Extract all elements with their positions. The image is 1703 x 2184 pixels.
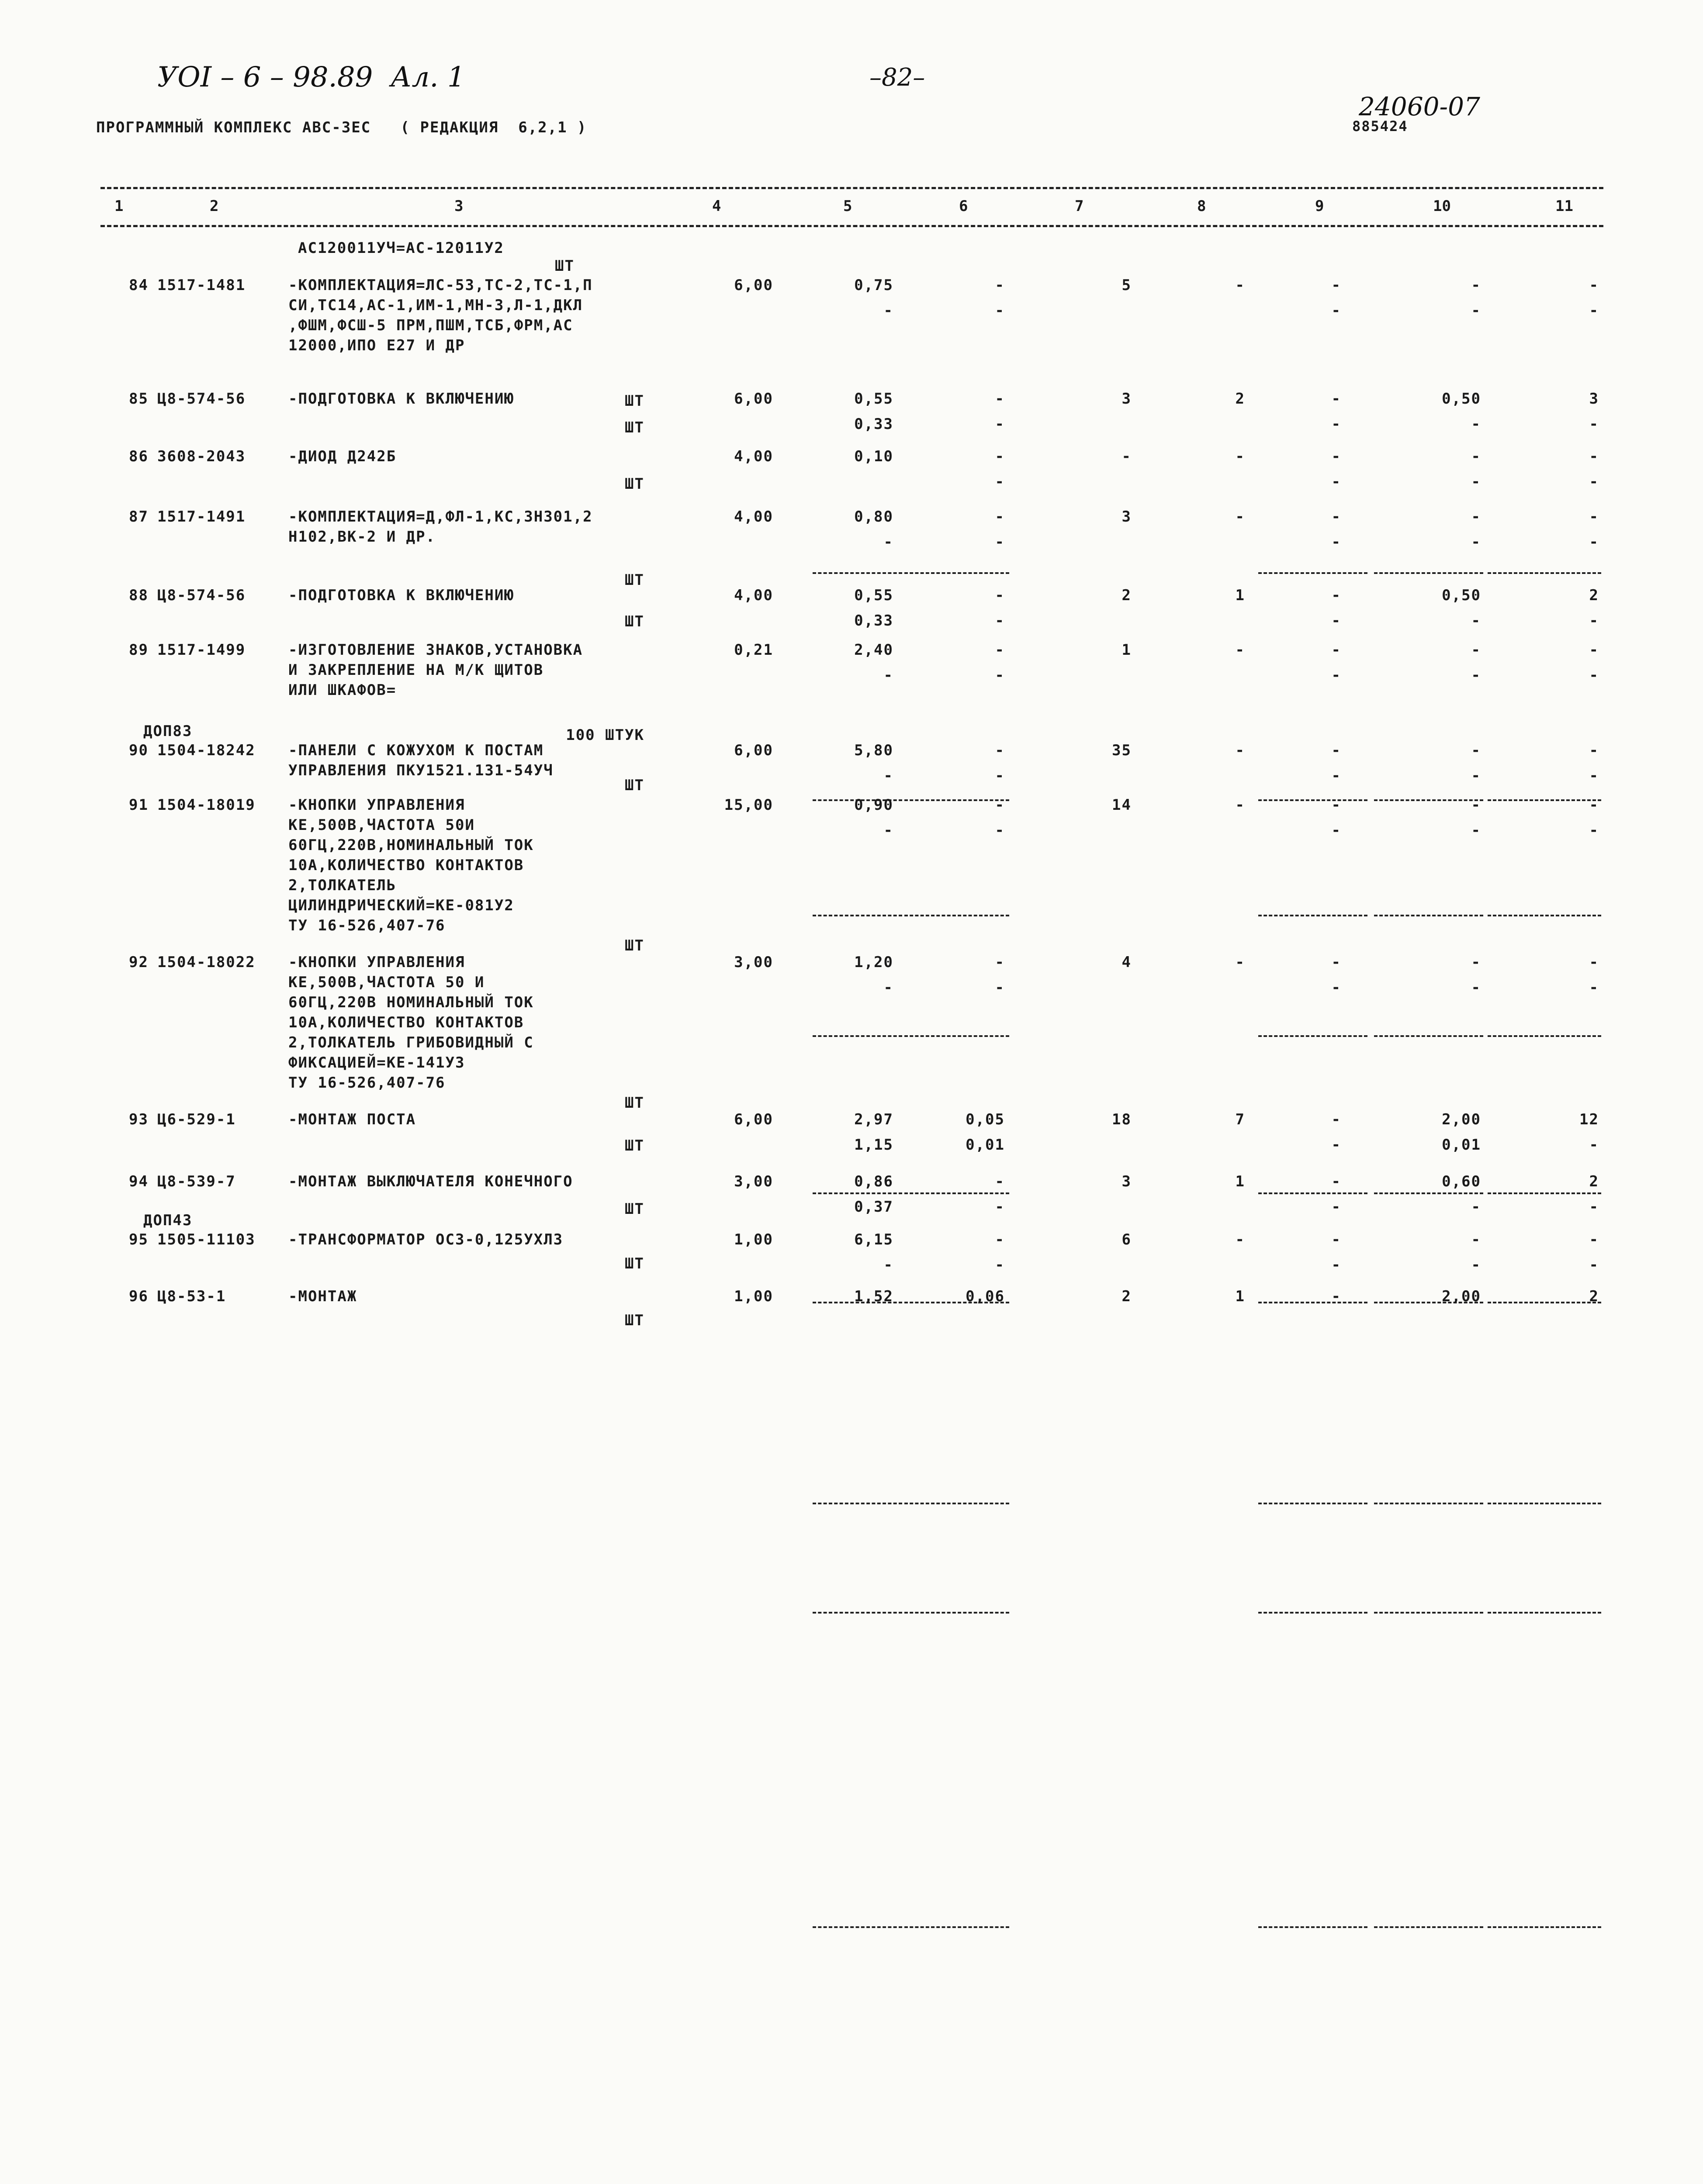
column-header-8: 8 [1197, 197, 1206, 215]
row-c8: - [1235, 508, 1245, 525]
row-sub-c11: - [1589, 667, 1599, 684]
row-description: -ПАНЕЛИ С КОЖУХОМ К ПОСТАМ УПРАВЛЕНИЯ ПКУ1521.131-54УЧ [288, 742, 554, 779]
row-c7: 35 [1112, 742, 1132, 759]
row-c10: - [1471, 276, 1481, 294]
row-c6: - [995, 641, 1005, 659]
row-qty: 6,00 [734, 742, 773, 759]
row-c5: 0,55 [854, 390, 893, 408]
cell-rule [813, 1192, 902, 1194]
row-sub-c5: - [883, 822, 893, 839]
row-c9: - [1331, 276, 1341, 294]
row-code: 1504-18242 [157, 742, 256, 759]
row-code: 1504-18022 [157, 954, 256, 971]
row-code: 1517-1491 [157, 508, 246, 525]
row-description: -КНОПКИ УПРАВЛЕНИЯ КЕ,500В,ЧАСТОТА 50И 60ГЦ,220В,НОМИНАЛЬНЫЙ ТОК 10А,КОЛИЧЕСТВО КОНТАКТОВ 2,ТОЛКАТЕЛЬ ЦИЛИНДРИЧЕСКИЙ=КЕ-081У2 ТУ 16-526,407-76 [288, 796, 534, 934]
row-c6: - [995, 742, 1005, 759]
row-sub-c9: - [1331, 1136, 1341, 1154]
row-description: -КНОПКИ УПРАВЛЕНИЯ КЕ,500В,ЧАСТОТА 50 И 60ГЦ,220В НОМИНАЛЬНЫЙ ТОК 10А,КОЛИЧЕСТВО КОНТАКТОВ 2,ТОЛКАТЕЛЬ ГРИБОВИДНЫЙ С ФИКСАЦИЕЙ=КЕ-141У3 ТУ 16-526,407-76 [288, 954, 534, 1092]
column-header-4: 4 [712, 197, 721, 215]
row-c5: 2,97 [854, 1111, 893, 1128]
cell-rule [1374, 1503, 1483, 1504]
row-sub-c6: - [995, 612, 1005, 629]
row-c9: - [1331, 1111, 1341, 1128]
row-c6: - [995, 954, 1005, 971]
cell-rule [1374, 1926, 1483, 1928]
row-c5: 0,75 [854, 276, 893, 294]
cell-rule [813, 1612, 902, 1614]
row-sub-c10: - [1471, 767, 1481, 784]
row-c5: 0,55 [854, 587, 893, 604]
row-c10: 2,00 [1442, 1288, 1481, 1305]
column-header-10: 10 [1433, 197, 1451, 215]
row-c7: 6 [1121, 1231, 1132, 1248]
cell-rule [904, 1926, 1009, 1928]
cell-rule [813, 1503, 902, 1504]
cell-rule [1488, 1192, 1601, 1194]
cell-rule [1258, 572, 1367, 574]
row-number: 95 [129, 1231, 149, 1248]
row-sub-c10: - [1471, 667, 1481, 684]
row-code: Ц8-539-7 [157, 1173, 236, 1190]
row-c10: - [1471, 796, 1481, 814]
row-description: -ПОДГОТОВКА К ВКЛЮЧЕНИЮ [288, 390, 514, 408]
row-description: -ДИОД Д242Б [288, 448, 397, 465]
row-sub-c10: - [1471, 302, 1481, 319]
row-c8: - [1235, 796, 1245, 814]
row-sub-c5: 0,33 [854, 415, 893, 433]
row-code: 3608-2043 [157, 448, 246, 465]
row-c7: 14 [1112, 796, 1132, 814]
row-c9: - [1331, 390, 1341, 408]
cell-rule [813, 1035, 902, 1037]
row-sub-c9: - [1331, 612, 1341, 629]
row-sub-c5: - [883, 533, 893, 551]
row-c9: - [1331, 796, 1341, 814]
row-description: -МОНТАЖ [288, 1288, 357, 1305]
row-note: ДОП43 [143, 1212, 193, 1229]
row-sub-c10: - [1471, 612, 1481, 629]
row-c6: - [995, 796, 1005, 814]
cell-rule [813, 915, 902, 916]
row-sub-c10: - [1471, 415, 1481, 433]
row-sub-c6: - [995, 1256, 1005, 1274]
cell-rule [1488, 572, 1601, 574]
row-c10: 0,60 [1442, 1173, 1481, 1190]
column-header-11: 11 [1555, 197, 1573, 215]
row-c11: - [1589, 641, 1599, 659]
row-number: 87 [129, 508, 149, 525]
row-unit: ШТ [625, 419, 644, 436]
row-code: 1517-1499 [157, 641, 246, 659]
row-c10: - [1471, 448, 1481, 465]
row-c11: 12 [1579, 1111, 1599, 1128]
cell-rule [1374, 1612, 1483, 1614]
row-sub-c11: - [1589, 533, 1599, 551]
row-sub-c9: - [1331, 302, 1341, 319]
row-c5: 2,40 [854, 641, 893, 659]
row-number: 90 [129, 742, 149, 759]
row-sub-c5: - [883, 979, 893, 996]
row-c7: 3 [1121, 508, 1132, 525]
row-number: 92 [129, 954, 149, 971]
row-sub-c11: - [1589, 1256, 1599, 1274]
row-sub-c11: - [1589, 612, 1599, 629]
row-sub-c9: - [1331, 473, 1341, 491]
row-c6: 0,06 [966, 1288, 1005, 1305]
row-c8: 1 [1235, 1288, 1245, 1305]
row-number: 91 [129, 796, 149, 814]
row-code: 1505-11103 [157, 1231, 256, 1248]
row-c11: - [1589, 448, 1599, 465]
row-unit: ШТ [625, 613, 644, 630]
row-c8: 7 [1235, 1111, 1245, 1128]
row-c7: 3 [1121, 390, 1132, 408]
row-sub-c10: - [1471, 533, 1481, 551]
row-sub-c10: - [1471, 1256, 1481, 1274]
row-number: 88 [129, 587, 149, 604]
cell-rule [1488, 1035, 1601, 1037]
row-c6: - [995, 587, 1005, 604]
row-c6: - [995, 448, 1005, 465]
row-c11: - [1589, 742, 1599, 759]
row-c10: - [1471, 641, 1481, 659]
table-top-rule [100, 187, 1603, 189]
row-c11: - [1589, 508, 1599, 525]
row-sub-c5: - [883, 767, 893, 784]
row-sub-c10: - [1471, 1198, 1481, 1216]
row-code: Ц6-529-1 [157, 1111, 236, 1128]
row-qty: 1,00 [734, 1288, 773, 1305]
row-pre-unit: ШТ [555, 257, 575, 275]
row-c11: - [1589, 276, 1599, 294]
row-description: -ИЗГОТОВЛЕНИЕ ЗНАКОВ,УСТАНОВКА И ЗАКРЕПЛЕНИЕ НА М/К ЩИТОВ ИЛИ ШКАФОВ= [288, 641, 583, 699]
cell-rule [813, 572, 902, 574]
row-c9: - [1331, 508, 1341, 525]
row-c6: - [995, 1231, 1005, 1248]
page-number: –82– [869, 63, 925, 92]
row-c8: 1 [1235, 1173, 1245, 1190]
row-c10: 0,50 [1442, 587, 1481, 604]
row-sub-c6: - [995, 302, 1005, 319]
row-sub-c9: - [1331, 822, 1341, 839]
row-number: 96 [129, 1288, 149, 1305]
row-sub-c5: - [883, 667, 893, 684]
row-c8: - [1235, 1231, 1245, 1248]
row-unit: ШТ [625, 777, 644, 794]
row-c9: - [1331, 954, 1341, 971]
row-c6: - [995, 1173, 1005, 1190]
row-c7: 18 [1112, 1111, 1132, 1128]
row-c5: 0,86 [854, 1173, 893, 1190]
row-sub-c11: - [1589, 979, 1599, 996]
row-sub-c11: - [1589, 1198, 1599, 1216]
cell-rule [1258, 1192, 1367, 1194]
row-code: Ц8-574-56 [157, 587, 246, 604]
row-c11: 2 [1589, 587, 1599, 604]
row-c6: 0,05 [966, 1111, 1005, 1128]
row-c7: - [1121, 448, 1132, 465]
cell-rule [904, 1612, 1009, 1614]
row-qty: 6,00 [734, 390, 773, 408]
row-unit: ШТ [625, 571, 644, 589]
row-sub-c9: - [1331, 1256, 1341, 1274]
row-c7: 2 [1121, 1288, 1132, 1305]
row-c6: - [995, 276, 1005, 294]
row-c5: 0,90 [854, 796, 893, 814]
cell-rule [904, 915, 1009, 916]
row-c10: - [1471, 954, 1481, 971]
cell-rule [904, 1192, 1009, 1194]
row-sub-c11: - [1589, 822, 1599, 839]
row-c5: 1,52 [854, 1288, 893, 1305]
row-description: -МОНТАЖ ВЫКЛЮЧАТЕЛЯ КОНЕЧНОГО [288, 1173, 573, 1190]
cell-rule [1374, 572, 1483, 574]
row-code: Ц8-574-56 [157, 390, 246, 408]
row-c8: - [1235, 276, 1245, 294]
table-header-rule [100, 225, 1603, 227]
cell-rule [1374, 1192, 1483, 1194]
row-c5: 0,80 [854, 508, 893, 525]
row-c7: 3 [1121, 1173, 1132, 1190]
row-c5: 6,15 [854, 1231, 893, 1248]
row-qty: 4,00 [734, 508, 773, 525]
column-header-3: 3 [454, 197, 464, 215]
row-sub-c6: - [995, 473, 1005, 491]
row-code: 1517-1481 [157, 276, 246, 294]
row-c9: - [1331, 1173, 1341, 1190]
row-sub-c9: - [1331, 1198, 1341, 1216]
row-c11: 2 [1589, 1288, 1599, 1305]
row-sub-c9: - [1331, 667, 1341, 684]
row-unit: ШТ [625, 392, 644, 410]
row-unit: ШТ [625, 1255, 644, 1272]
cell-rule [1488, 915, 1601, 916]
row-c11: 2 [1589, 1173, 1599, 1190]
row-sub-c6: - [995, 667, 1005, 684]
cell-rule [1488, 1612, 1601, 1614]
row-qty: 3,00 [734, 954, 773, 971]
row-qty: 3,00 [734, 1173, 773, 1190]
row-sub-c11: - [1589, 1136, 1599, 1154]
row-c8: 1 [1235, 587, 1245, 604]
row-sub-c9: - [1331, 533, 1341, 551]
column-header-6: 6 [959, 197, 968, 215]
column-header-9: 9 [1315, 197, 1324, 215]
row-c9: - [1331, 448, 1341, 465]
row-number: 85 [129, 390, 149, 408]
row-number: 86 [129, 448, 149, 465]
row-c7: 4 [1121, 954, 1132, 971]
row-c10: 2,00 [1442, 1111, 1481, 1128]
cell-rule [1488, 1503, 1601, 1504]
row-c11: 3 [1589, 390, 1599, 408]
handwritten-doc-ref: УОI – 6 – 98.89 Ал. 1 [157, 61, 465, 93]
row-sub-c9: - [1331, 767, 1341, 784]
column-header-2: 2 [210, 197, 219, 215]
row-description: -КОМПЛЕКТАЦИЯ=Д,ФЛ-1,КС,3Н301,2 Н102,ВК-2 И ДР. [288, 508, 593, 546]
row-qty: 0,21 [734, 641, 773, 659]
row-qty: 4,00 [734, 448, 773, 465]
row-qty: 15,00 [724, 796, 773, 814]
row-c10: - [1471, 1231, 1481, 1248]
column-header-1: 1 [114, 197, 124, 215]
continued-text: АС120011УЧ=АС-12011У2 [298, 239, 504, 257]
row-c5: 1,20 [854, 954, 893, 971]
row-sub-c10: - [1471, 473, 1481, 491]
row-sub-c6: - [995, 1198, 1005, 1216]
row-qty: 1,00 [734, 1231, 773, 1248]
row-c10: 0,50 [1442, 390, 1481, 408]
row-c7: 1 [1121, 641, 1132, 659]
row-c11: - [1589, 954, 1599, 971]
row-sub-c5: - [883, 1256, 893, 1274]
row-sub-c9: - [1331, 415, 1341, 433]
row-sub-c6: - [995, 533, 1005, 551]
cell-rule [904, 1503, 1009, 1504]
row-number: 84 [129, 276, 149, 294]
cell-rule [1258, 1612, 1367, 1614]
cell-rule [1258, 1926, 1367, 1928]
row-c8: 2 [1235, 390, 1245, 408]
row-qty: 6,00 [734, 1111, 773, 1128]
row-sub-c10: 0,01 [1442, 1136, 1481, 1154]
row-sub-c9: - [1331, 979, 1341, 996]
row-sub-c6: 0,01 [966, 1136, 1005, 1154]
row-sub-c5: 1,15 [854, 1136, 893, 1154]
row-qty: 6,00 [734, 276, 773, 294]
row-sub-c11: - [1589, 473, 1599, 491]
row-sub-c11: - [1589, 767, 1599, 784]
row-sub-c6: - [995, 822, 1005, 839]
row-sub-c5: - [883, 302, 893, 319]
cell-rule [904, 1035, 1009, 1037]
row-c10: - [1471, 508, 1481, 525]
row-note: ДОП83 [143, 722, 193, 740]
row-c7: 2 [1121, 587, 1132, 604]
row-code: Ц8-53-1 [157, 1288, 226, 1305]
cell-rule [1258, 915, 1367, 916]
cell-rule [813, 1926, 902, 1928]
cell-rule [1488, 1926, 1601, 1928]
handwritten-code: 24060-07 [1359, 92, 1480, 121]
row-c8: - [1235, 641, 1245, 659]
column-header-7: 7 [1075, 197, 1084, 215]
row-c9: - [1331, 1288, 1341, 1305]
row-number: 94 [129, 1173, 149, 1190]
row-c5: 5,80 [854, 742, 893, 759]
row-c9: - [1331, 1231, 1341, 1248]
row-c5: 0,10 [854, 448, 893, 465]
row-description: -КОМПЛЕКТАЦИЯ=ЛС-53,ТС-2,ТС-1,П СИ,ТС14,АС-1,ИМ-1,МН-3,Л-1,ДКЛ ,ФШМ,ФСШ-5 ПРМ,ПШМ,ТСБ,ФРМ,АС 12000,ИПО Е27 И ДР [288, 276, 593, 354]
row-sub-c6: - [995, 415, 1005, 433]
row-unit: ШТ [625, 1137, 644, 1154]
column-header-5: 5 [843, 197, 852, 215]
row-description: -ТРАНСФОРМАТОР ОСЗ-0,125УХЛ3 [288, 1231, 564, 1248]
cell-rule [1258, 1503, 1367, 1504]
row-sub-c6: - [995, 767, 1005, 784]
row-c6: - [995, 390, 1005, 408]
row-c7: 5 [1121, 276, 1132, 294]
row-c8: - [1235, 448, 1245, 465]
row-sub-c10: - [1471, 979, 1481, 996]
row-sub-c10: - [1471, 822, 1481, 839]
row-unit: ШТ [625, 1312, 644, 1329]
row-sub-c11: - [1589, 415, 1599, 433]
row-sub-c6: - [995, 979, 1005, 996]
row-sub-c5: 0,33 [854, 612, 893, 629]
row-description: -МОНТАЖ ПОСТА [288, 1111, 416, 1128]
row-c6: - [995, 508, 1005, 525]
row-c8: - [1235, 954, 1245, 971]
row-description: -ПОДГОТОВКА К ВКЛЮЧЕНИЮ [288, 587, 514, 604]
row-sub-c5: 0,37 [854, 1198, 893, 1216]
cell-rule [1374, 915, 1483, 916]
row-unit: ШТ [625, 1200, 644, 1218]
cell-rule [1374, 1035, 1483, 1037]
row-c11: - [1589, 796, 1599, 814]
row-c10: - [1471, 742, 1481, 759]
row-c9: - [1331, 587, 1341, 604]
row-number: 93 [129, 1111, 149, 1128]
row-number: 89 [129, 641, 149, 659]
doc-number: 885424 [1352, 118, 1408, 135]
cell-rule [904, 572, 1009, 574]
row-c8: - [1235, 742, 1245, 759]
row-unit: ШТ [625, 1094, 644, 1112]
program-title: ПРОГРАММНЫЙ КОМПЛЕКС АВС-3ЕС ( РЕДАКЦИЯ 6,2,1 ) [96, 119, 587, 136]
row-c9: - [1331, 641, 1341, 659]
cell-rule [1258, 1035, 1367, 1037]
row-sub-c11: - [1589, 302, 1599, 319]
row-c9: - [1331, 742, 1341, 759]
row-c11: - [1589, 1231, 1599, 1248]
row-unit: 100 ШТУК [566, 726, 644, 744]
row-qty: 4,00 [734, 587, 773, 604]
row-unit: ШТ [625, 937, 644, 954]
row-code: 1504-18019 [157, 796, 256, 814]
row-unit: ШТ [625, 475, 644, 493]
